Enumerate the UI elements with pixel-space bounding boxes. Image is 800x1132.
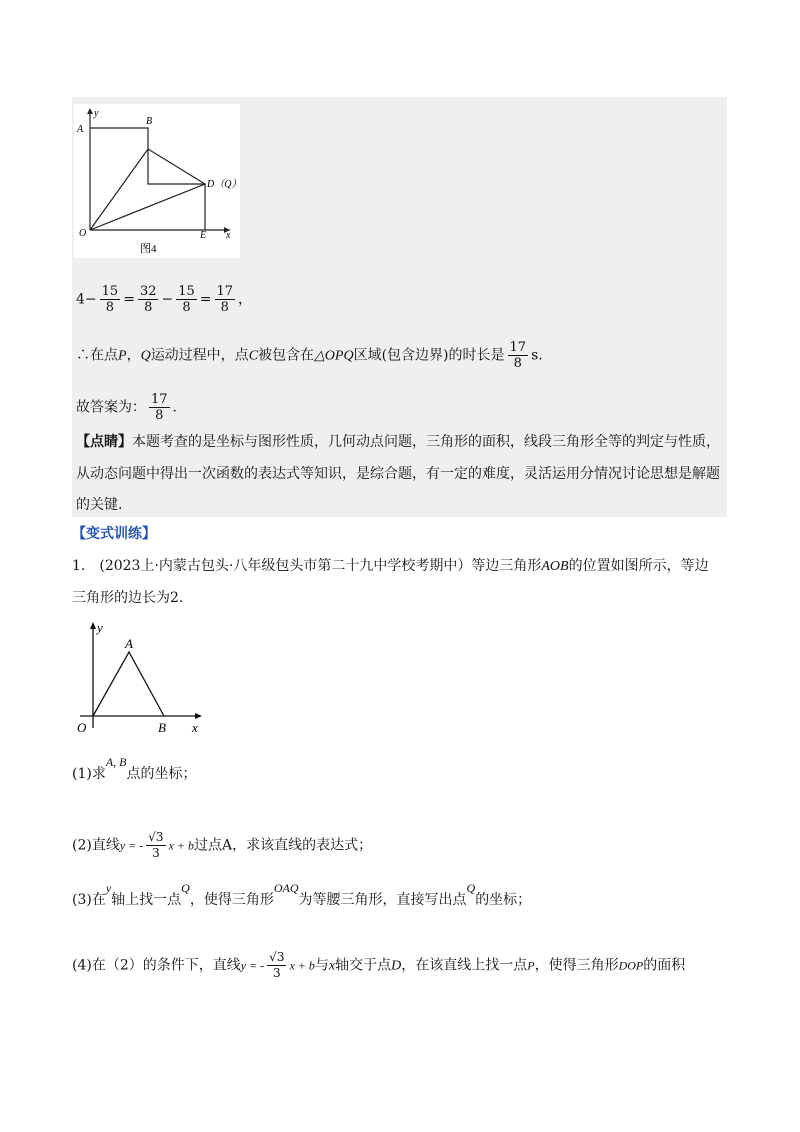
fig4-label-x: x [226,230,231,241]
triangle-OPQ-label: △OPQ [314,348,354,364]
q1-line-1 [72,556,709,577]
comment-line-3 [76,495,122,515]
conclusion-text-3: 被包含在 [258,347,315,364]
figure-4 [74,104,240,258]
fig4-label-O: O [79,228,87,239]
p4-text-b: 与 [314,957,329,974]
p4-x: x [328,958,336,974]
tri-label-y: y [97,620,103,635]
conclusion-text-5: (包含边界) [381,347,449,364]
answer-line [76,392,177,423]
answer-fraction: $\frac{17}{8}$ [151,392,168,423]
conclusion-text-2: 运动过程中，点 [150,347,249,364]
frac-15-8-b: $\frac{15}{8}$ [178,284,195,315]
answer-end: . [172,399,177,416]
comment-text-2: 从动态问题中得出一次函数的表达式等知识，是综合题，有一定的难度，灵活运用分情况讨论思想是解题 [76,466,720,482]
conclusion-end: . [538,347,543,364]
p3-OAQ: OAQ [273,881,299,895]
p2-text-b: 过点A，求该直线的表达式； [193,837,373,854]
section-title: 【变式训练】 [72,526,156,542]
y-arrow [87,108,93,114]
tri-label-O: O [77,720,87,735]
frac-duration: $\frac{17}{8}$ [509,340,527,371]
comment-text-3: 的关键. [76,497,123,513]
tri-label-x: x [192,720,198,735]
p4-text-e: ，使得三角形 [534,957,619,974]
calc-tail: ， [238,291,253,308]
part-2 [72,830,372,861]
comment-line-1 [76,432,720,452]
q1-triangle-AOB: AOB [541,559,569,574]
figure-4-svg [74,104,240,258]
p2-eq-rhs: x + b [168,838,194,853]
p3-Q2: Q [466,881,476,895]
comment-line-2 [76,464,720,484]
frac-32-8: $\frac{32}{8}$ [139,284,157,315]
conclusion-comma: ， [126,347,141,364]
p1-text-b: 点的坐标； [126,766,197,782]
part-3 [72,881,532,910]
calc-line: 4− $\frac{15}{8}$ = $\frac{32}{8}$ − $\frac{15}{8}$ = $\frac{17}{8}$ ， [76,284,253,315]
conclusion-text-4: 区域 [353,347,382,364]
p4-text-f: 的面积 [643,957,686,974]
p1-points-AB: A, B [105,755,127,769]
p3-text-d: 为等腰三角形，直接写出点 [298,892,467,908]
part-1 [72,755,197,784]
p4-text-d: ，在该直线上找一点 [401,957,528,974]
fig4-label-B: B [146,116,153,127]
q1-text-1: 1. (2023上·内蒙古包头·八年级包头市第二十九中学校考期中）等边三角形 [72,558,542,574]
triangle-figure-svg [72,618,212,738]
p4-eq-rhs: x + b [289,958,315,973]
p4-text-a: (4)在（2）的条件下，直线 [72,957,241,974]
q1-line-2: 三角形的边长为2. [72,590,184,606]
path-A-B-D-E [90,128,205,230]
p3-y: y [105,881,112,895]
triangle-AOB [93,652,164,716]
q1-text-2: 的位置如图所示，等边 [568,558,709,574]
fig4-label-DQ: D（Q） [207,179,240,190]
calc-4: 4 [76,291,85,308]
point-Q: Q [140,348,151,364]
frac-17-8: $\frac{17}{8}$ [216,284,234,315]
p3-text-e: 的坐标； [475,892,532,908]
p2-text-a: (2)直线 [72,837,120,854]
p2-eq-lhs: y = - [119,838,144,853]
point-C: C [248,348,259,364]
fig4-caption: 图4 [140,243,157,255]
fig4-label-E: E [200,230,207,241]
part-4 [72,950,685,981]
comment-text-1: 本题考查的是坐标与图形性质，几何动点问题，三角形的面积，线段三角形全等的判定与性质， [132,434,720,450]
tri-label-B: B [158,720,166,735]
fig4-label-y: y [94,108,99,119]
p3-Q: Q [181,881,190,895]
comment-title: 【点睛】 [76,434,132,450]
p4-D: D [391,958,402,974]
p4-eq-lhs: y = - [240,958,265,973]
tri-y-arrow [90,622,96,629]
p4-fraction: $\frac{√3}{3}$ [269,950,285,980]
p1-text-a: (1)求 [72,766,106,782]
frac-15-8-a: $\frac{15}{8}$ [101,284,119,315]
p3-text-c: ，使得三角形 [189,892,274,908]
conclusion-line [76,340,543,371]
tri-x-arrow [195,713,202,719]
unit-seconds: s [531,347,539,364]
p2-fraction: $\frac{√3}{3}$ [148,830,164,860]
therefore-symbol: ∴ [76,347,90,364]
p4-P: P [527,958,535,973]
p3-text-a: (3)在 [72,892,106,908]
tri-label-A: A [125,636,133,651]
p4-DOP: DOP [618,958,644,973]
answer-label: 故答案为： [76,399,146,416]
fig4-label-A: A [77,124,84,135]
p3-text-b: 轴上找一点 [111,892,182,908]
triangle-figure [72,618,212,738]
conclusion-text-6: 的时长是 [448,347,505,364]
conclusion-text-1: 在点 [90,347,118,364]
p4-text-c: 轴交于点 [335,957,392,974]
point-P: P [118,348,127,364]
